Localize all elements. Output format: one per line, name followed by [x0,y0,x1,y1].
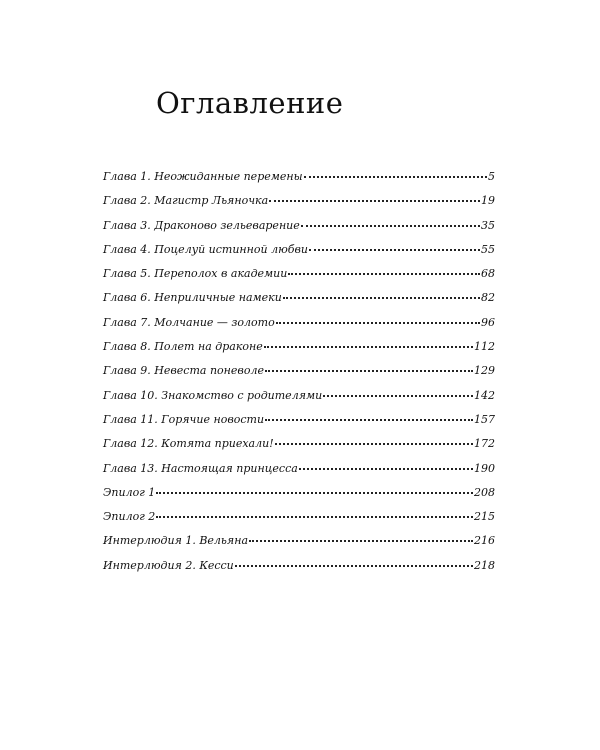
dot-leader [156,516,473,518]
toc-entry-page-number: 68 [481,267,495,281]
toc-entry [103,534,495,558]
toc-entry-page-number: 142 [474,388,495,402]
toc-entry [103,389,495,413]
toc-entry-page-number: 5 [488,170,495,183]
dot-leader [304,176,487,178]
toc-entry-page-number: 157 [474,412,495,426]
dot-leader [275,443,473,445]
page-title: Оглавление [156,86,344,120]
toc-entry-label: Интерлюдия 1. Вельяна [103,534,249,548]
toc-entry-page-number: 19 [481,194,495,208]
dot-leader [301,225,480,227]
toc-entry [103,413,495,437]
toc-entry-page-number: 129 [474,364,495,378]
toc-entry-label: Глава 13. Настоящая принцесса [103,461,298,475]
dot-leader [235,565,473,567]
dot-leader [309,249,480,251]
toc-entry-page-number: 218 [474,558,495,572]
toc-entry-label: Глава 8. Полет на драконе [103,340,263,354]
dot-leader [265,419,473,421]
toc-entry-page-number: 216 [474,534,495,548]
toc-entry-page-number: 112 [474,340,495,354]
toc-entry-label: Глава 4. Поцелуй истинной любви [103,242,309,256]
dot-leader [299,468,473,470]
toc-entry-label: Эпилог 1 [103,485,156,499]
dot-leader [288,273,480,275]
toc-entry [103,437,495,461]
toc-entry-label: Глава 6. Неприличные намеки [103,291,282,305]
dot-leader [264,346,473,348]
dot-leader [323,395,473,397]
toc-entry-page-number: 172 [474,437,495,451]
toc-entry [103,559,495,583]
toc-entry-page-number: 35 [481,218,495,232]
toc-entry-label: Интерлюдия 2. Кесси [103,558,234,572]
toc-entry [103,462,495,486]
toc-entry-page-number: 208 [474,485,495,499]
toc-entry-label: Глава 12. Котята приехали! [103,437,274,451]
toc-entry-label: Глава 10. Знакомство с родителями [103,388,323,402]
dot-leader [276,322,480,324]
toc-entry-label: Глава 11. Горячие новости [103,412,265,426]
toc-entry [103,291,495,315]
toc-entry [103,486,495,510]
toc-entry [103,316,495,340]
toc-entry [103,510,495,534]
dot-leader [156,492,473,494]
table-of-contents [103,170,495,583]
toc-entry [103,170,495,194]
toc-entry [103,267,495,291]
dot-leader [269,200,480,202]
toc-entry-label: Глава 2. Магистр Льяночка [103,194,269,208]
toc-entry-page-number: 215 [474,510,495,524]
toc-entry-page-number: 96 [481,315,495,329]
toc-entry-label: Глава 7. Молчание — золото [103,315,275,329]
toc-entry-label: Глава 1. Неожиданные перемены [103,170,303,183]
toc-entry [103,219,495,243]
toc-entry-page-number: 82 [481,291,495,305]
toc-entry-label: Глава 9. Невеста поневоле [103,364,264,378]
toc-entry-page-number: 190 [474,461,495,475]
toc-entry-label: Эпилог 2 [103,510,156,524]
toc-entry-label: Глава 3. Драконово зельеварение [103,218,300,232]
dot-leader [265,370,473,372]
toc-entry-label: Глава 5. Переполох в академии [103,267,288,281]
dot-leader [283,297,480,299]
toc-entry [103,364,495,388]
toc-entry-page-number: 55 [481,242,495,256]
toc-entry [103,340,495,364]
toc-entry [103,243,495,267]
toc-entry [103,194,495,218]
dot-leader [249,540,473,542]
